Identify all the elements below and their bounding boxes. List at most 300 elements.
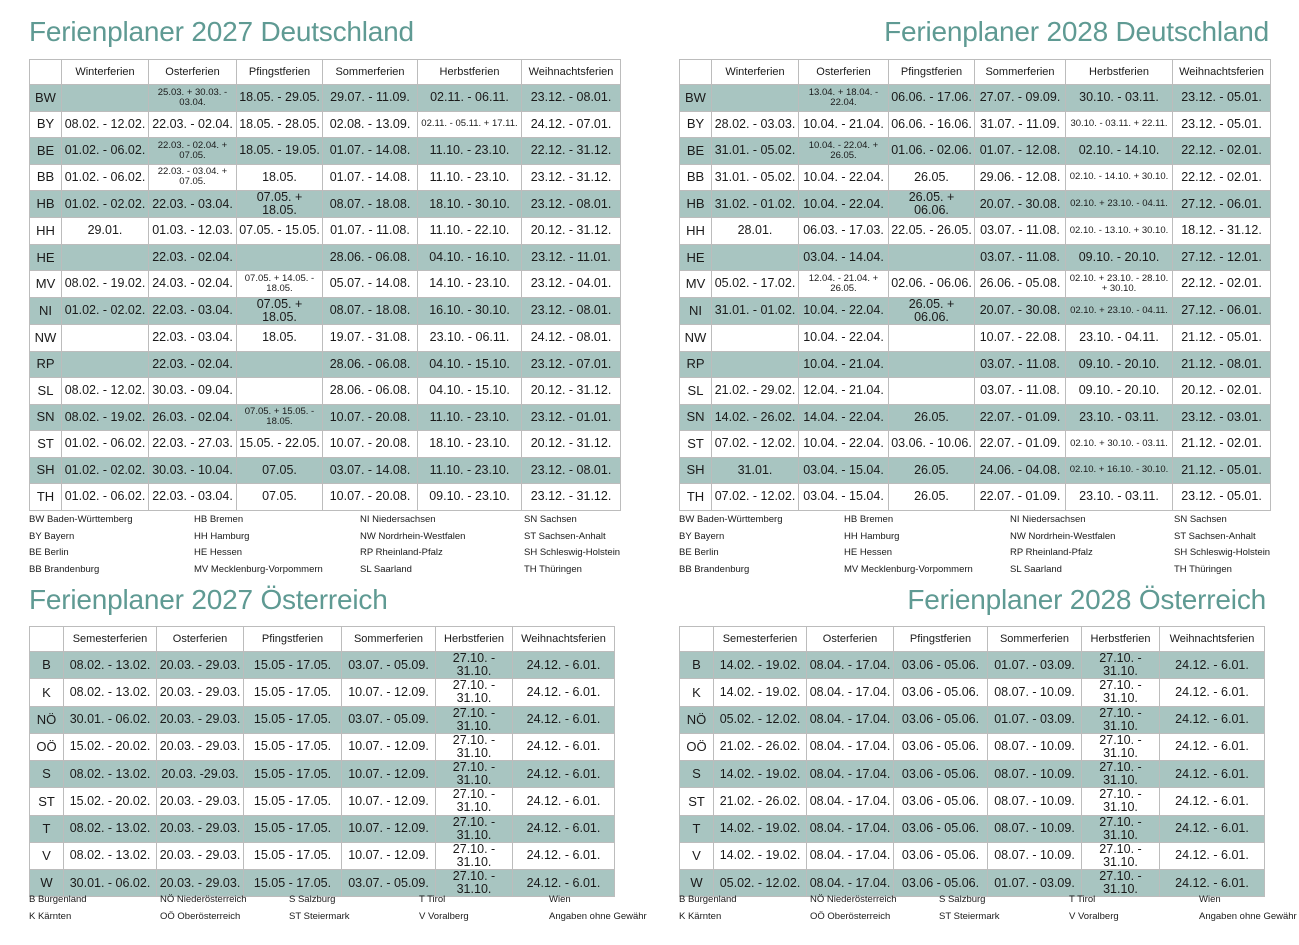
date-cell: 23.10. - 03.11.	[1066, 404, 1173, 431]
date-cell: 22.07. - 01.09.	[975, 484, 1066, 511]
legend-item: ST Steiermark	[939, 910, 1000, 922]
date-cell: 05.02. - 12.02.	[714, 870, 807, 897]
date-cell: 24.12. - 6.01.	[513, 652, 615, 679]
date-cell: 24.12. - 6.01.	[513, 815, 615, 842]
date-cell: 18.05. - 28.05.	[237, 111, 323, 138]
table-row	[680, 484, 1271, 511]
date-cell	[889, 378, 975, 405]
date-cell: 10.07. - 12.09.	[342, 761, 436, 788]
date-cell: 15.05 - 17.05.	[244, 761, 342, 788]
legend-item: T Tirol	[1069, 894, 1096, 905]
date-cell	[712, 244, 799, 271]
date-cell: 15.05 - 17.05.	[244, 815, 342, 842]
date-cell: 01.02. - 06.02.	[62, 164, 149, 191]
date-cell: 03.06 - 05.06.	[894, 733, 988, 760]
legend-item: NI Niedersachsen	[360, 514, 436, 525]
legend-item: HE Hessen	[194, 547, 243, 559]
title-de-2027: Ferienplaner 2027 Deutschland	[29, 16, 414, 47]
date-cell: 20.12. - 31.12.	[522, 431, 621, 458]
legend-item: SN Sachsen	[1174, 514, 1227, 525]
region-code: RP	[30, 351, 62, 378]
date-cell: 09.10. - 20.10.	[1066, 244, 1173, 271]
date-cell: 27.10. - 31.10.	[436, 788, 513, 815]
date-cell: 28.06. - 06.08.	[323, 378, 418, 405]
date-cell	[237, 244, 323, 271]
date-cell: 02.08. - 13.09.	[323, 111, 418, 138]
date-cell: 27.10. - 31.10.	[1082, 679, 1160, 706]
legend-de-2028	[679, 512, 1279, 582]
table-row	[30, 431, 621, 458]
date-cell: 08.02. - 13.02.	[64, 679, 157, 706]
legend-item: RP Rheinland-Pfalz	[360, 547, 443, 559]
legend-item: K Kärnten	[679, 910, 722, 922]
date-cell: 30.01. - 06.02.	[64, 870, 157, 897]
legend-item: NW Nordrhein-Westfalen	[1010, 530, 1116, 542]
legend-column	[810, 892, 897, 925]
table-row	[680, 351, 1271, 378]
date-cell: 03.06 - 05.06.	[894, 815, 988, 842]
date-cell: 10.04. - 22.04.	[799, 431, 889, 458]
table-row	[30, 788, 615, 815]
date-cell: 25.03. + 30.03. - 03.04.	[149, 85, 237, 112]
table-row	[680, 404, 1271, 431]
date-cell: 23.12. - 31.12.	[522, 484, 621, 511]
legend-column	[549, 892, 647, 925]
date-cell: 24.12. - 6.01.	[1160, 652, 1265, 679]
legend-item: S Salzburg	[289, 894, 336, 905]
date-cell	[889, 244, 975, 271]
legend-item: ST Sachsen-Anhalt	[1174, 530, 1256, 542]
legend-item: V Voralberg	[419, 910, 469, 922]
legend-item: SH Schleswig-Holstein	[1174, 547, 1271, 559]
region-code: NW	[680, 325, 712, 352]
date-cell: 14.02. - 19.02.	[714, 842, 807, 869]
table-row	[30, 679, 615, 706]
date-cell: 10.07. - 20.08.	[323, 484, 418, 511]
date-cell	[712, 351, 799, 378]
table-row	[680, 244, 1271, 271]
region-code: TH	[30, 484, 62, 511]
date-cell: 14.02. - 19.02.	[714, 652, 807, 679]
date-cell: 22.12. - 02.01.	[1173, 164, 1271, 191]
date-cell: 15.05 - 17.05.	[244, 679, 342, 706]
date-cell: 10.07. - 12.09.	[342, 788, 436, 815]
date-cell: 18.05.	[237, 325, 323, 352]
date-cell: 07.05. + 14.05. - 18.05.	[237, 271, 323, 298]
date-cell: 24.12. - 6.01.	[1160, 733, 1265, 760]
date-cell: 08.02. - 13.02.	[64, 652, 157, 679]
date-cell: 31.01. - 01.02.	[712, 297, 799, 324]
legend-item: B Burgenland	[29, 894, 87, 905]
date-cell: 10.04. - 22.04. + 26.05.	[799, 138, 889, 165]
legend-column	[360, 512, 465, 579]
legend-item: Wien	[549, 894, 571, 905]
column-header: Winterferien	[712, 60, 799, 85]
date-cell: 08.02. - 13.02.	[64, 815, 157, 842]
date-cell: 26.05.	[889, 164, 975, 191]
date-cell: 08.04. - 17.04.	[807, 815, 894, 842]
date-cell: 08.07. - 10.09.	[988, 842, 1082, 869]
region-code: NI	[30, 297, 62, 324]
column-header: Pfingstferien	[889, 60, 975, 85]
date-cell: 24.12. - 6.01.	[513, 761, 615, 788]
date-cell: 30.03. - 09.04.	[149, 378, 237, 405]
date-cell: 10.07. - 12.09.	[342, 733, 436, 760]
date-cell: 08.07. - 10.09.	[988, 761, 1082, 788]
legend-item: HH Hamburg	[844, 530, 900, 542]
table-row	[680, 679, 1265, 706]
column-header: Sommerferien	[988, 627, 1082, 652]
date-cell: 15.05 - 17.05.	[244, 706, 342, 733]
date-cell: 10.07. - 12.09.	[342, 679, 436, 706]
table-row	[30, 351, 621, 378]
date-cell: 22.03. - 03.04.	[149, 297, 237, 324]
legend-item: OÖ Oberösterreich	[810, 910, 891, 922]
table-row	[680, 761, 1265, 788]
title-at-2027: Ferienplaner 2027 Österreich	[29, 584, 388, 615]
date-cell: 07.02. - 12.02.	[712, 484, 799, 511]
date-cell: 27.07. - 09.09.	[975, 85, 1066, 112]
date-cell: 03.06 - 05.06.	[894, 706, 988, 733]
date-cell: 29.06. - 12.08.	[975, 164, 1066, 191]
date-cell: 22.03. - 02.04. + 07.05.	[149, 138, 237, 165]
date-cell: 03.07. - 11.08.	[975, 218, 1066, 245]
date-cell: 10.07. - 12.09.	[342, 842, 436, 869]
date-cell: 10.04. - 21.04.	[799, 111, 889, 138]
date-cell: 26.05. + 06.06.	[889, 191, 975, 218]
date-cell: 15.02. - 20.02.	[64, 788, 157, 815]
date-cell: 21.12. - 05.01.	[1173, 325, 1271, 352]
legend-column	[1199, 892, 1297, 925]
date-cell: 15.02. - 20.02.	[64, 733, 157, 760]
date-cell: 27.10. - 31.10.	[436, 706, 513, 733]
date-cell: 08.07. - 10.09.	[988, 733, 1082, 760]
column-header: Semesterferien	[714, 627, 807, 652]
date-cell: 21.12. - 05.01.	[1173, 457, 1271, 484]
table-row	[30, 297, 621, 324]
region-code: NI	[680, 297, 712, 324]
date-cell: 04.10. - 16.10.	[418, 244, 522, 271]
date-cell: 06.03. - 17.03.	[799, 218, 889, 245]
column-header: Pfingstferien	[237, 60, 323, 85]
date-cell: 03.07. - 05.09.	[342, 706, 436, 733]
date-cell: 02.10. + 16.10. - 30.10.	[1066, 457, 1173, 484]
title-at-2028: Ferienplaner 2028 Österreich	[907, 584, 1266, 615]
date-cell: 20.12. - 31.12.	[522, 218, 621, 245]
date-cell: 15.05 - 17.05.	[244, 788, 342, 815]
legend-item: ST Steiermark	[289, 910, 350, 922]
date-cell: 23.12. - 05.01.	[1173, 484, 1271, 511]
table-row	[680, 788, 1265, 815]
date-cell: 03.06 - 05.06.	[894, 652, 988, 679]
header-corner	[680, 60, 712, 85]
legend-item: T Tirol	[419, 894, 446, 905]
legend-item: SN Sachsen	[524, 514, 577, 525]
legend-item: SH Schleswig-Holstein	[524, 547, 621, 559]
table-row	[680, 325, 1271, 352]
region-code: SN	[30, 404, 62, 431]
table-row	[680, 652, 1265, 679]
date-cell: 15.05 - 17.05.	[244, 870, 342, 897]
date-cell: 01.02. - 06.02.	[62, 138, 149, 165]
legend-column	[419, 892, 469, 925]
date-cell: 18.05. - 29.05.	[237, 85, 323, 112]
date-cell: 10.04. - 21.04.	[799, 351, 889, 378]
column-header: Pfingstferien	[894, 627, 988, 652]
date-cell: 03.06 - 05.06.	[894, 842, 988, 869]
date-cell: 23.10. - 06.11.	[418, 325, 522, 352]
date-cell: 02.10. - 14.10. + 30.10.	[1066, 164, 1173, 191]
date-cell: 02.11. - 06.11.	[418, 85, 522, 112]
date-cell: 18.10. - 30.10.	[418, 191, 522, 218]
legend-item: BE Berlin	[679, 547, 719, 559]
date-cell: 03.06 - 05.06.	[894, 761, 988, 788]
date-cell: 03.07. - 11.08.	[975, 351, 1066, 378]
legend-item: Wien	[1199, 894, 1221, 905]
date-cell: 10.04. - 22.04.	[799, 325, 889, 352]
table-row	[680, 733, 1265, 760]
date-cell: 27.10. - 31.10.	[436, 870, 513, 897]
date-cell: 27.10. - 31.10.	[436, 733, 513, 760]
title-de-2028: Ferienplaner 2028 Deutschland	[884, 16, 1269, 47]
legend-item: HE Hessen	[844, 547, 893, 559]
date-cell: 01.02. - 02.02.	[62, 191, 149, 218]
date-cell: 27.10. - 31.10.	[1082, 761, 1160, 788]
date-cell: 24.12. - 6.01.	[1160, 706, 1265, 733]
legend-item: S Salzburg	[939, 894, 986, 905]
date-cell: 27.10. - 31.10.	[436, 652, 513, 679]
region-code: ST	[680, 431, 712, 458]
date-cell: 21.02. - 26.02.	[714, 788, 807, 815]
date-cell: 26.05.	[889, 457, 975, 484]
region-code: NÖ	[680, 706, 714, 733]
date-cell: 01.06. - 02.06.	[889, 138, 975, 165]
date-cell: 22.03. - 03.04. + 07.05.	[149, 164, 237, 191]
date-cell: 27.10. - 31.10.	[1082, 706, 1160, 733]
date-cell: 26.05. + 06.06.	[889, 297, 975, 324]
date-cell: 24.12. - 6.01.	[1160, 788, 1265, 815]
legend-item: MV Mecklenburg-Vorpommern	[844, 564, 973, 576]
date-cell: 27.10. - 31.10.	[1082, 842, 1160, 869]
date-cell: 15.05 - 17.05.	[244, 652, 342, 679]
region-code: K	[680, 679, 714, 706]
date-cell: 22.03. - 03.04.	[149, 191, 237, 218]
date-cell	[237, 351, 323, 378]
region-code: B	[680, 652, 714, 679]
column-header: Osterferien	[157, 627, 244, 652]
header-row	[680, 60, 1271, 85]
date-cell: 14.04. - 22.04.	[799, 404, 889, 431]
legend-column	[1069, 892, 1119, 925]
region-code: RP	[680, 351, 712, 378]
legend-item: SL Saarland	[1010, 564, 1062, 576]
table-row	[30, 191, 621, 218]
date-cell: 22.03. - 03.04.	[149, 325, 237, 352]
legend-at-2028	[679, 892, 1297, 928]
date-cell: 27.10. - 31.10.	[1082, 788, 1160, 815]
date-cell: 20.03. - 29.03.	[157, 842, 244, 869]
legend-item: TH Thüringen	[524, 564, 582, 576]
region-code: OÖ	[30, 733, 64, 760]
date-cell: 02.10. + 23.10. - 04.11.	[1066, 297, 1173, 324]
column-header: Weihnachtsferien	[1173, 60, 1271, 85]
date-cell: 22.05. - 26.05.	[889, 218, 975, 245]
date-cell: 04.10. - 15.10.	[418, 351, 522, 378]
legend-item: Angaben ohne Gewähr	[549, 910, 647, 922]
date-cell: 27.10. - 31.10.	[1082, 733, 1160, 760]
date-cell: 24.03. - 02.04.	[149, 271, 237, 298]
date-cell: 07.05.	[237, 457, 323, 484]
date-cell: 03.06. - 10.06.	[889, 431, 975, 458]
date-cell	[237, 378, 323, 405]
header-row	[30, 60, 621, 85]
date-cell: 09.10. - 20.10.	[1066, 351, 1173, 378]
region-code: BW	[680, 85, 712, 112]
region-code: NÖ	[30, 706, 64, 733]
date-cell: 11.10. - 23.10.	[418, 404, 522, 431]
region-code: BB	[680, 164, 712, 191]
region-code: BY	[680, 111, 712, 138]
date-cell: 03.04. - 14.04.	[799, 244, 889, 271]
legend-item: B Burgenland	[679, 894, 737, 905]
legend-item: BB Brandenburg	[679, 564, 750, 576]
region-code: B	[30, 652, 64, 679]
date-cell: 14.02. - 19.02.	[714, 679, 807, 706]
header-row	[680, 627, 1265, 652]
region-code: SL	[30, 378, 62, 405]
date-cell	[62, 351, 149, 378]
date-cell: 30.03. - 10.04.	[149, 457, 237, 484]
region-code: HE	[680, 244, 712, 271]
date-cell: 08.04. - 17.04.	[807, 679, 894, 706]
date-cell: 23.12. - 03.01.	[1173, 404, 1271, 431]
region-code: K	[30, 679, 64, 706]
table-row	[30, 325, 621, 352]
date-cell: 23.12. - 08.01.	[522, 297, 621, 324]
holiday-table-de-2027	[29, 59, 621, 511]
date-cell: 24.12. - 07.01.	[522, 111, 621, 138]
legend-item: HH Hamburg	[194, 530, 250, 542]
region-code: S	[680, 761, 714, 788]
table-row	[30, 111, 621, 138]
region-code: T	[680, 815, 714, 842]
date-cell: 02.10. + 23.10. - 28.10. + 30.10.	[1066, 271, 1173, 298]
region-code: V	[30, 842, 64, 869]
header-row	[30, 627, 615, 652]
date-cell: 02.10. - 13.10. + 30.10.	[1066, 218, 1173, 245]
column-header: Osterferien	[807, 627, 894, 652]
column-header: Sommerferien	[323, 60, 418, 85]
date-cell: 24.12. - 6.01.	[1160, 815, 1265, 842]
legend-column	[289, 892, 350, 925]
date-cell	[62, 85, 149, 112]
date-cell: 03.07. - 05.09.	[342, 652, 436, 679]
date-cell: 08.07. - 10.09.	[988, 679, 1082, 706]
legend-column	[29, 892, 87, 925]
legend-column	[524, 512, 620, 579]
date-cell: 01.07. - 03.09.	[988, 706, 1082, 733]
date-cell	[62, 244, 149, 271]
date-cell: 06.06. - 17.06.	[889, 85, 975, 112]
date-cell: 08.04. - 17.04.	[807, 842, 894, 869]
legend-item: BB Brandenburg	[29, 564, 100, 576]
date-cell: 20.07. - 30.08.	[975, 297, 1066, 324]
region-code: OÖ	[680, 733, 714, 760]
date-cell: 13.04. + 18.04. - 22.04.	[799, 85, 889, 112]
legend-item: BW Baden-Württemberg	[679, 514, 783, 525]
date-cell: 27.10. - 31.10.	[436, 815, 513, 842]
date-cell: 08.02. - 12.02.	[62, 111, 149, 138]
date-cell: 11.10. - 23.10.	[418, 164, 522, 191]
date-cell: 07.05. + 15.05. - 18.05.	[237, 404, 323, 431]
date-cell: 10.04. - 22.04.	[799, 191, 889, 218]
date-cell: 02.10. - 14.10.	[1066, 138, 1173, 165]
date-cell: 03.06 - 05.06.	[894, 679, 988, 706]
legend-column	[844, 512, 973, 579]
date-cell: 26.03. - 02.04.	[149, 404, 237, 431]
date-cell: 11.10. - 22.10.	[418, 218, 522, 245]
table-row	[680, 842, 1265, 869]
date-cell: 03.07. - 05.09.	[342, 870, 436, 897]
date-cell: 10.04. - 22.04.	[799, 164, 889, 191]
region-code: ST	[30, 788, 64, 815]
table-row	[680, 815, 1265, 842]
legend-item: NÖ Niederösterreich	[810, 894, 897, 905]
legend-column	[194, 512, 323, 579]
date-cell: 31.01. - 05.02.	[712, 164, 799, 191]
table-row	[30, 761, 615, 788]
region-code: BY	[30, 111, 62, 138]
date-cell: 24.12. - 08.01.	[522, 325, 621, 352]
date-cell: 08.07. - 10.09.	[988, 788, 1082, 815]
region-code: MV	[30, 271, 62, 298]
legend-item: ST Sachsen-Anhalt	[524, 530, 606, 542]
column-header: Winterferien	[62, 60, 149, 85]
region-code: SN	[680, 404, 712, 431]
date-cell: 24.12. - 6.01.	[513, 870, 615, 897]
date-cell: 08.04. - 17.04.	[807, 870, 894, 897]
table-row	[30, 271, 621, 298]
date-cell: 29.01.	[62, 218, 149, 245]
date-cell: 24.12. - 6.01.	[513, 706, 615, 733]
region-code: BE	[30, 138, 62, 165]
header-corner	[30, 627, 64, 652]
region-code: W	[680, 870, 714, 897]
legend-item: HB Bremen	[844, 514, 894, 525]
date-cell: 21.02. - 26.02.	[714, 733, 807, 760]
holiday-table-at-2027	[29, 626, 615, 897]
column-header: Sommerferien	[975, 60, 1066, 85]
date-cell: 23.12. - 04.01.	[522, 271, 621, 298]
date-cell: 22.03. - 27.03.	[149, 431, 237, 458]
table-row	[30, 652, 615, 679]
date-cell: 24.12. - 6.01.	[1160, 679, 1265, 706]
date-cell: 22.12. - 31.12.	[522, 138, 621, 165]
region-code: BE	[680, 138, 712, 165]
date-cell: 19.07. - 31.08.	[323, 325, 418, 352]
table-row	[680, 706, 1265, 733]
region-code: HE	[30, 244, 62, 271]
date-cell: 23.12. - 11.01.	[522, 244, 621, 271]
date-cell: 01.02. - 06.02.	[62, 484, 149, 511]
date-cell: 23.12. - 08.01.	[522, 191, 621, 218]
table-row	[30, 815, 615, 842]
date-cell: 08.02. - 13.02.	[64, 842, 157, 869]
date-cell: 22.03. - 02.04.	[149, 111, 237, 138]
date-cell: 07.05. - 15.05.	[237, 218, 323, 245]
date-cell: 10.07. - 20.08.	[323, 431, 418, 458]
date-cell: 03.04. - 15.04.	[799, 484, 889, 511]
